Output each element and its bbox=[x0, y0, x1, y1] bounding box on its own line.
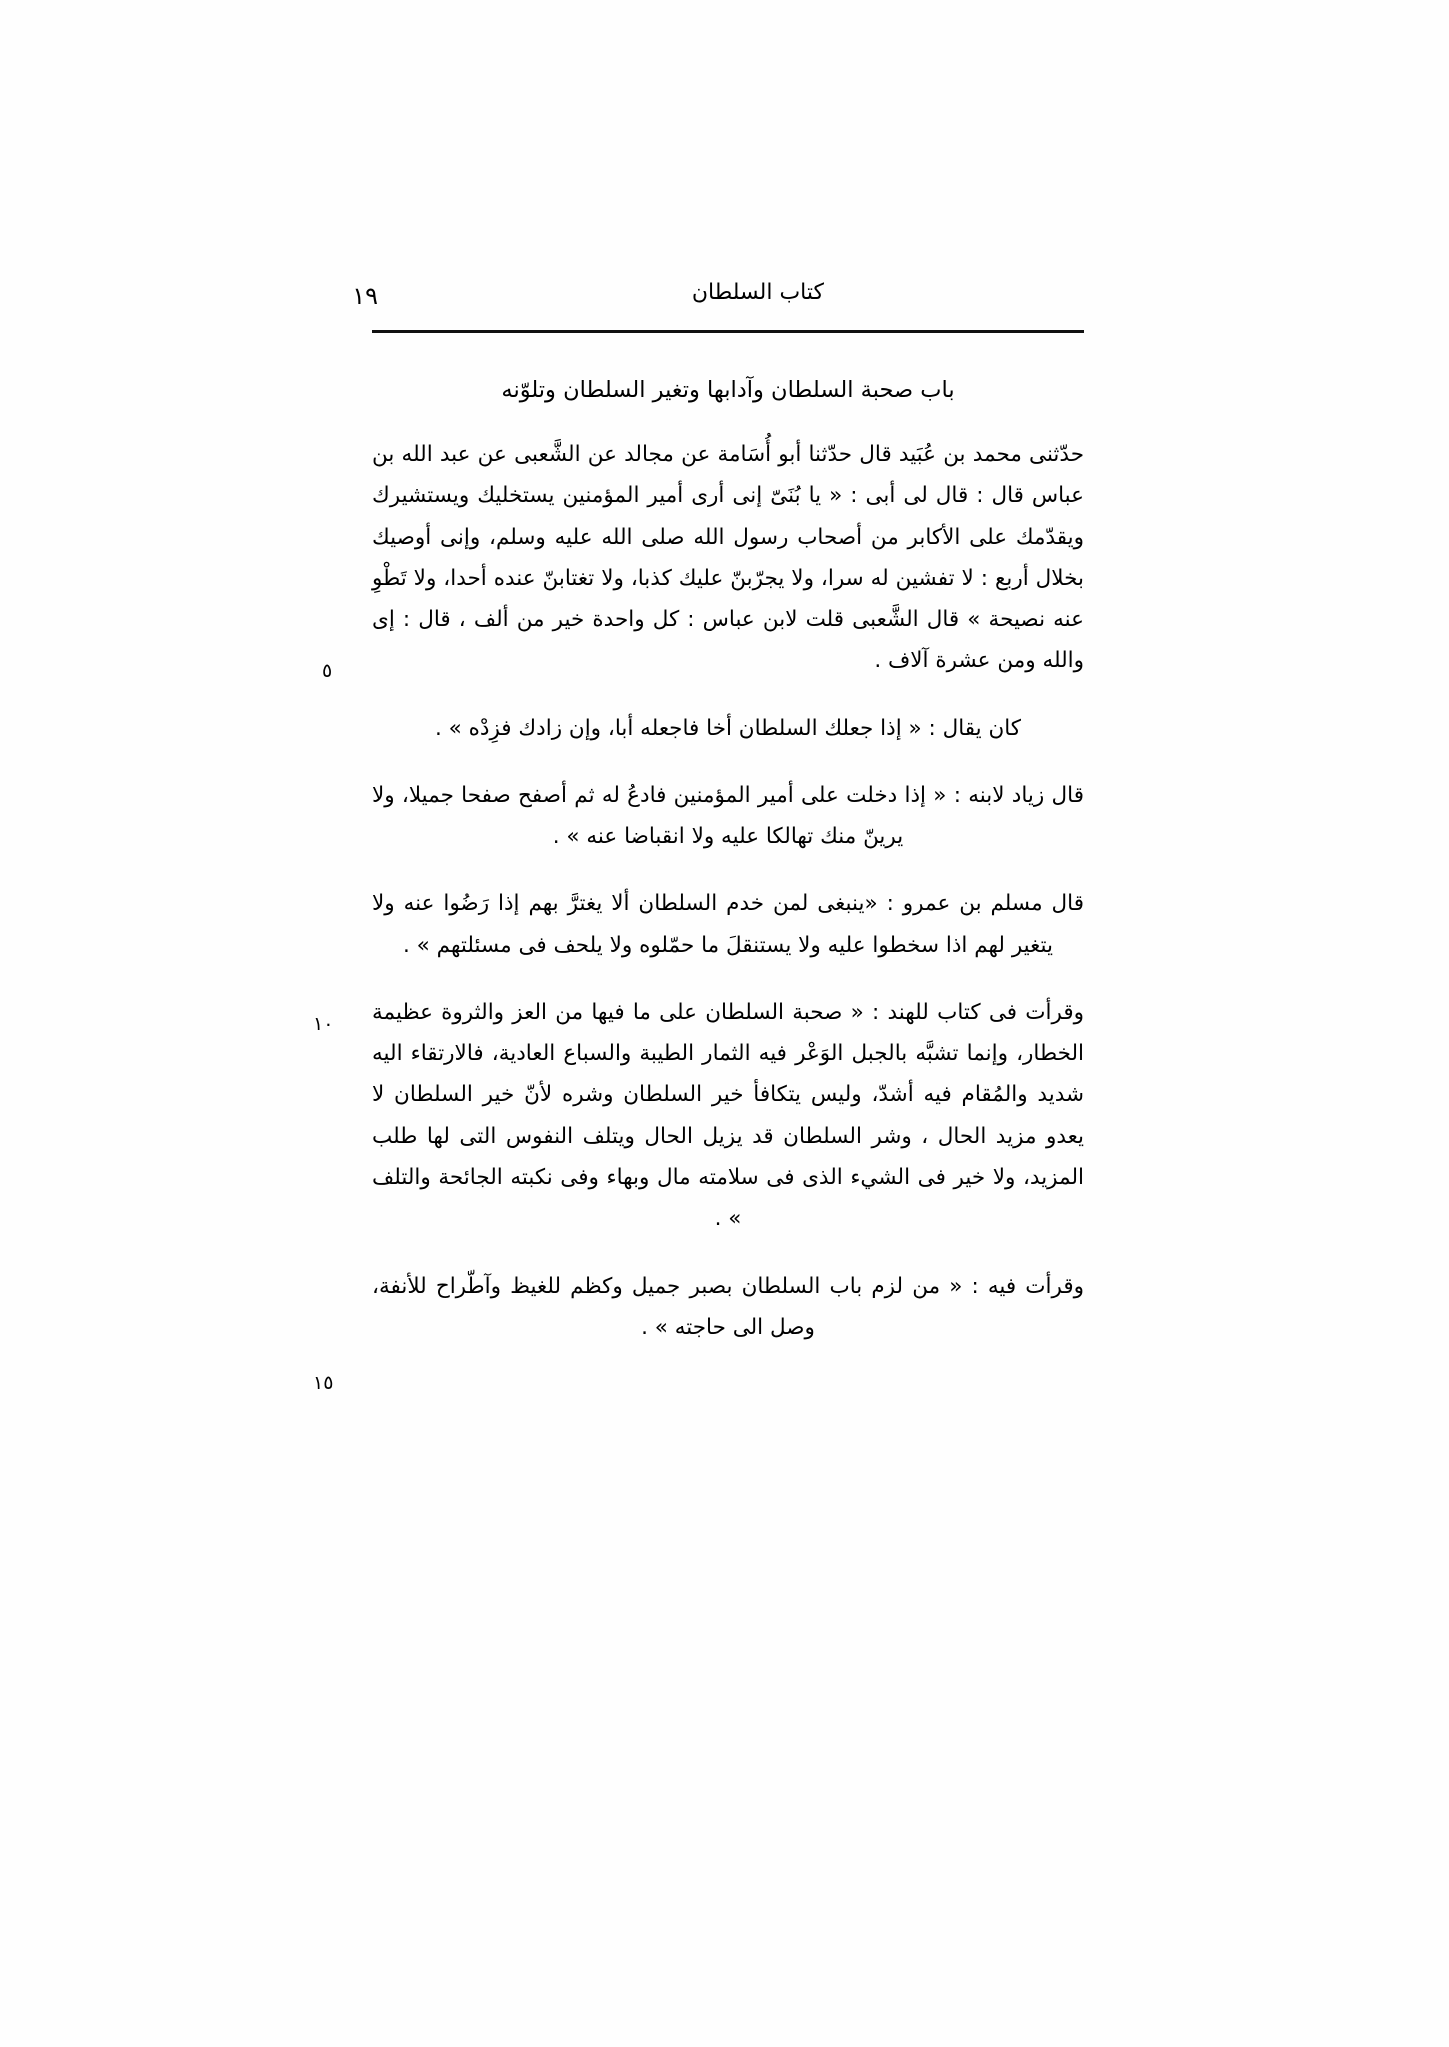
line-number-5: ٥ bbox=[322, 660, 333, 682]
header-rule bbox=[372, 330, 1084, 333]
line-number-10: ١٠ bbox=[313, 1013, 334, 1035]
book-title: كتاب السلطان bbox=[691, 280, 824, 305]
paragraph-5: وقرأت فى كتاب للهند : « صحبة السلطان على ما فيها من العز والثروة عظيمة الخطار، وإنما تشبَّه بالجبل الوَعْر فيه الثمار الطيبة والسباع العادية، فالارتقاء اليه شديد والمُقام فيه أشدّ، وليس يتكافأ خير السلطان وشره لأنّ خير السلطان لا يعدو مزيد الحال ، وشر السلطان قد يزيل الحال ويتلف النفوس التى لها طلب المزيد، ولا خير فى الشيء الذى فى سلامته مال وبهاء وفى نكبته الجائحة والتلف » . bbox=[372, 999, 1084, 1232]
line-number-15: ١٥ bbox=[313, 1372, 334, 1394]
paragraph-1: حدّثنى محمد بن عُبَيد قال حدّثنا أبو أُسَامة عن مجالد عن الشَّعبى عن عبد الله بن عباس قال : قال لى أبى : « يا بُنَىّ إنى أرى أمير المؤمنين يستخليك ويستشيرك ويقدّمك على الأكابر من أصحاب رسول الله صلى الله عليه وسلم، وإنى أوصيك بخلال أربع : لا تفشين له سرا، ولا يجرّبنّ عليك كذبا، ولا تغتابنّ عنده أحدا، ولا تَطْوِ عنه نصيحة » قال الشَّعبى قلت لابن عباس : كل واحدة خير من ألف ، قال : إى والله ومن عشرة آلاف . bbox=[372, 442, 1084, 674]
chapter-title: باب صحبة السلطان وآدابها وتغير السلطان وتلوّنه bbox=[501, 377, 955, 403]
paragraph-2: كان يقال : « إذا جعلك السلطان أخا فاجعله أبا، وإن زادك فزِدْه » . bbox=[434, 715, 1022, 741]
page-number: ١٩ bbox=[352, 282, 378, 310]
body-text bbox=[372, 372, 1084, 1374]
paragraph-3: قال زياد لابنه : « إذا دخلت على أمير المؤمنين فادعُ له ثم أصفح صفحا جميلا، ولا يرينّ منك تهالكا عليه ولا انقباضا عنه » . bbox=[372, 782, 1084, 850]
running-head bbox=[352, 278, 1084, 318]
paragraph-4: قال مسلم بن عمرو : «ينبغى لمن خدم السلطان ألا يغترَّ بهم إذا رَضُوا عنه ولا يتغير لهم اذا سخطوا عليه ولا يستنقلَ ما حمّلوه ولا يلحف فى مسئلتهم » . bbox=[372, 891, 1084, 958]
paragraph-6: وقرأت فيه : « من لزم باب السلطان بصبر جميل وكظم للغيظ وآطّراح للأنفة، وصل الى حاجته » . bbox=[372, 1273, 1084, 1340]
